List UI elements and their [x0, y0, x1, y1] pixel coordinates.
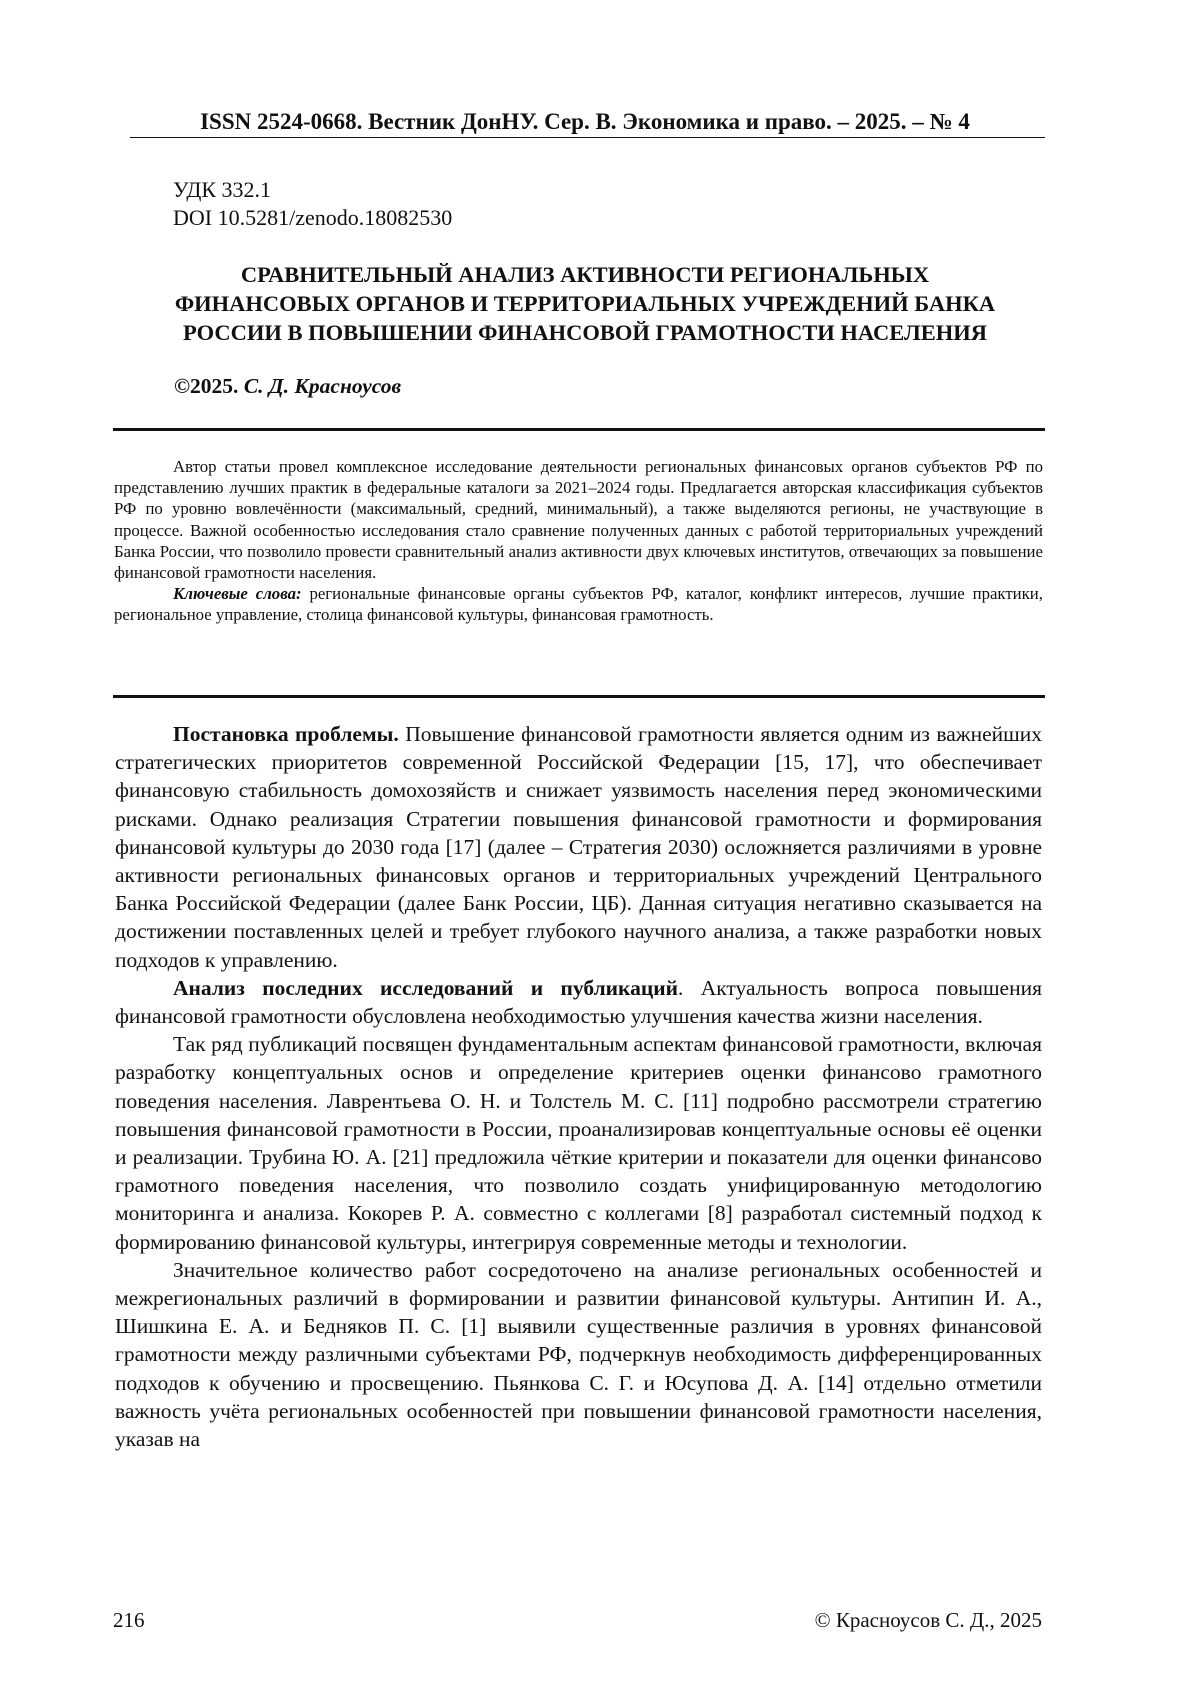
section-lead: Постановка проблемы.: [173, 722, 399, 746]
body-paragraph: [115, 974, 1042, 1030]
keywords-label: Ключевые слова:: [173, 584, 302, 604]
abstract-top-rule: [113, 428, 1045, 431]
author-name: С. Д. Красноусов: [243, 374, 402, 398]
header-rule: [130, 137, 1045, 138]
section-lead: Анализ последних исследований и публикаций: [173, 975, 679, 1000]
body-paragraph: [115, 720, 1042, 974]
abstract-text: Автор статьи провел комплексное исследование деятельности региональных финансовых органов субъектов РФ по представлению лучших практик в федеральные каталоги за 2021–2024 годы. Предлагается авторская классификация субъектов РФ по уровню вовлечённости (максимальный, средний, минимальный), а также выделяются регионы, не участвующие в процессе. Важной особенностью исследования стало сравнение полученных данных с работой территориальных учреждений Банка России, что позволило провести сравнительный анализ активности двух ключевых институтов, отвечающих за повышение финансовой грамотности населения.: [114, 457, 1043, 583]
footer-copyright: © Красноусов С. Д., 2025: [814, 1608, 1042, 1632]
title-line: РОССИИ В ПОВЫШЕНИИ ФИНАНСОВОЙ ГРАМОТНОСТИ НАСЕЛЕНИЯ: [182, 320, 987, 345]
author-copyright: ©2025.: [174, 374, 239, 398]
body-paragraph: Значительное количество работ сосредоточено на анализе региональных особенностей и межрегиональных различий в формировании и развитии финансовой культуры. Антипин И. А., Шишкина Е. А. и Бедняков П. С. [1] выявили существенные различия в уровнях финансовой грамотности между различными субъектами РФ, подчеркнув необходимость дифференцированных подходов к обучению и просвещению. Пьянкова С. Г. и Юсупова Д. А. [14] отдельно отметили важность учёта региональных особенностей при повышении финансовой грамотности населения, указав на: [115, 1257, 1042, 1452]
paragraph-text: . Актуальность вопроса повышения финансовой грамотности обусловлена необходимостью улучшения качества жизни населения.: [115, 975, 1042, 1029]
keywords: [114, 583, 1043, 625]
author-line: [174, 372, 401, 400]
article-meta: [173, 176, 452, 232]
title-line: ФИНАНСОВЫХ ОРГАНОВ И ТЕРРИТОРИАЛЬНЫХ УЧРЕЖДЕНИЙ БАНКА: [174, 291, 996, 316]
page-number: 216: [113, 1608, 145, 1632]
paragraph-text: Повышение финансовой грамотности является одним из важнейших стратегических приоритетов современной Российской Федерации [15, 17], что обеспечивает финансовую стабильность домохозяйств и снижает уязвимость населения перед экономическими рисками. Однако реализация Стратегии повышения финансовой грамотности и формирования финансовой культуры до 2030 года [17] (далее – Стратегия 2030) осложняется различиями в уровне активности региональных финансовых органов и территориальных учреждений Центрального Банка Российской Федерации (далее Банк России, ЦБ). Данная ситуация негативно сказывается на достижении поставленных целей и требует глубокого научного анализа, а также разработки новых подходов к управлению.: [115, 722, 1042, 972]
udk-code: УДК 332.1: [173, 177, 272, 202]
keywords-list: региональные финансовые органы субъектов РФ, каталог, конфликт интересов, лучшие практики, региональное управление, столица финансовой культуры, финансовая грамотность.: [114, 584, 1043, 625]
abstract: [114, 456, 1043, 626]
article-title: [120, 260, 1050, 347]
article-body: [115, 720, 1042, 1453]
body-paragraph: Так ряд публикаций посвящен фундаментальным аспектам финансовой грамотности, включая разработку концептуальных основ и определение критериев оценки финансово грамотного поведения населения. Лаврентьева О. Н. и Толстель М. С. [11] подробно рассмотрели стратегию повышения финансовой грамотности в России, проанализировав концептуальные основы её оценки и реализации. Трубина Ю. А. [21] предложила чёткие критерии и показатели для оценки финансово грамотного поведения населения, что позволило создать унифицированную методологию мониторинга и анализа. Кокорев Р. А. совместно с коллегами [8] разработал системный подход к формированию финансовой культуры, интегрируя современные методы и технологии.: [115, 1032, 1042, 1254]
running-header: ISSN 2524-0668. Вестник ДонНУ. Сер. В. Экономика и право. – 2025. – № 4: [200, 109, 970, 134]
doi: DOI 10.5281/zenodo.18082530: [173, 205, 453, 230]
abstract-bottom-rule: [113, 695, 1045, 698]
title-line: СРАВНИТЕЛЬНЫЙ АНАЛИЗ АКТИВНОСТИ РЕГИОНАЛЬНЫХ: [240, 262, 930, 287]
